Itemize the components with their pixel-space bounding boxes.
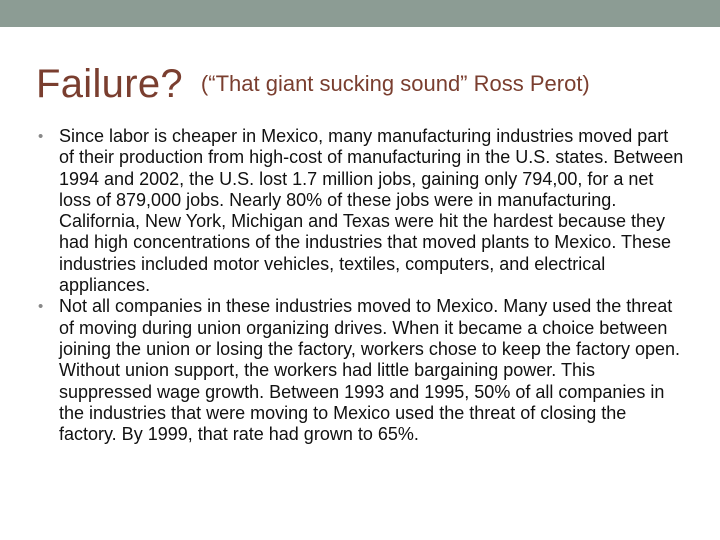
bullet-item bbox=[38, 296, 686, 445]
slide-subtitle: (“That giant sucking sound” Ross Perot) bbox=[200, 71, 590, 96]
top-accent-bar bbox=[0, 0, 720, 27]
bullet-item bbox=[38, 126, 686, 296]
bullet-marker: • bbox=[38, 128, 44, 145]
slide-body bbox=[38, 126, 686, 445]
bullet-text: Not all companies in these industries moved to Mexico. Many used the threat of moving during union organizing drives. When it became a choice between joining the union or losing the factory, workers chose to keep the factory open. Without union support, the workers had little bargaining power. This suppressed wage growth. Between 1993 and 1995, 50% of all companies in the industries that were moving to Mexico used the threat of closing the factory. By 1999, that rate had grown to 65%. bbox=[59, 296, 681, 445]
slide-title-row bbox=[36, 62, 590, 107]
bullet-marker: • bbox=[38, 298, 44, 316]
bullet-text: Since labor is cheaper in Mexico, many manufacturing industries moved part of their production from high-cost of manufacturing in the U.S. states. Between 1994 and 2002, the U.S. lost 1.7 million jobs, gaining only 794,00, for a net loss of 879,000 jobs. Nearly 80% of these jobs were in manufacturing. California, New York, Michigan and Texas were hit the hardest because they had high concentrations of the industries that moved plants to Mexico. These industries included motor vehicles, textiles, computers, and electrical appliances. bbox=[59, 126, 684, 296]
slide-title: Failure? bbox=[36, 62, 183, 106]
